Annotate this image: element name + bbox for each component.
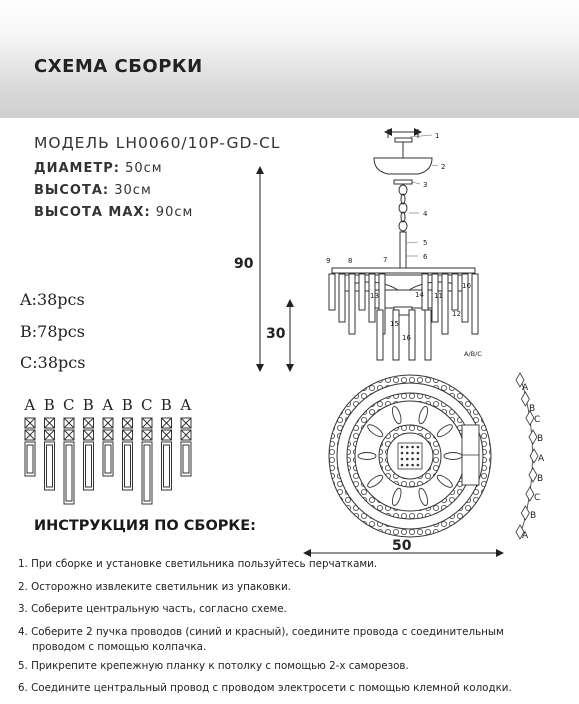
drop-label: A — [522, 383, 529, 393]
step-text: Соберите 2 пучка проводов (синий и красный), соедините провода с соединительным — [31, 625, 504, 638]
height-total-label: 90 — [234, 256, 254, 272]
center-dot — [406, 446, 409, 449]
part-label: 16 — [402, 334, 411, 342]
part-label: 13 — [370, 292, 379, 300]
arc-drop — [529, 468, 537, 482]
crystal-count-a: A:38pcs — [20, 290, 85, 309]
instructions-heading: ИНСТРУКЦИЯ ПО СБОРКЕ: — [34, 518, 256, 534]
step-text: При сборке и установке светильника пользуйтесь перчатками. — [31, 558, 378, 570]
arc-drop — [526, 487, 534, 501]
part-label: 3 — [423, 181, 428, 189]
crystal-count-b: B:78pcs — [20, 322, 85, 341]
side-drop — [472, 274, 478, 334]
part-label: 1 — [435, 132, 440, 140]
side-drop — [329, 274, 335, 310]
sequence-label: B — [82, 396, 94, 414]
side-drop — [339, 274, 345, 322]
part-label: 12 — [452, 310, 461, 318]
abc-note: A/B/C — [464, 350, 482, 358]
side-drop — [349, 274, 355, 334]
sequence-label: C — [63, 396, 75, 414]
spec-height-label: ВЫСОТА: — [34, 183, 110, 198]
spec-height-max-value: 90см — [155, 205, 194, 220]
model-name: МОДЕЛЬ LH0060/10P-GD-CL — [34, 134, 281, 152]
center-dot — [411, 452, 414, 455]
part-label: 15 — [390, 320, 399, 328]
step-text: Прикрепите крепежную планку к потолку с помощью 2-х саморезов. — [31, 659, 409, 672]
center-dot — [401, 458, 404, 461]
center-dot — [406, 452, 409, 455]
side-drop — [442, 274, 448, 334]
center-dot — [417, 446, 420, 449]
part-label: 8 — [348, 257, 353, 265]
sequence-label: C — [141, 396, 153, 414]
spec-height-value: 30см — [114, 183, 152, 198]
drop-label: B — [537, 474, 544, 484]
step-text-continued: проводом с помощью колпачка. — [32, 641, 207, 653]
center-dot — [411, 458, 414, 461]
part-label: 10 — [462, 282, 471, 290]
crystal-drops-illustration — [25, 418, 191, 504]
page-title: СХЕМА СБОРКИ — [34, 56, 203, 77]
part-label: 5 — [423, 239, 428, 247]
sequence-label: A — [24, 396, 36, 414]
petal — [358, 453, 376, 460]
side-view — [329, 129, 478, 360]
drop-label: B — [529, 404, 536, 414]
side-drop — [393, 310, 399, 360]
spec-diameter-label: ДИАМЕТР: — [34, 161, 120, 176]
center-dot — [401, 464, 404, 467]
crystal-count-c: C:38pcs — [20, 353, 86, 372]
part-label: 7 — [383, 256, 388, 264]
center-dot — [406, 464, 409, 467]
step-text: Соедините центральный провод с проводом электросети с помощью клемной колодки. — [31, 682, 512, 694]
sequence-label: B — [121, 396, 133, 414]
step-number: 3. — [18, 603, 28, 615]
side-drop — [425, 310, 431, 360]
part-label: 6 — [423, 253, 428, 261]
sequence-label: B — [43, 396, 55, 414]
step-text: Соберите центральную часть, согласно схеме. — [31, 603, 287, 615]
instruction-step — [18, 681, 576, 697]
center-dot — [401, 452, 404, 455]
step-text: Осторожно извлеките светильник из упаковки. — [31, 580, 291, 593]
drop-label: C — [534, 415, 541, 425]
step-number: 5. — [18, 659, 28, 672]
instruction-step — [18, 625, 576, 656]
instruction-step — [18, 602, 576, 618]
part-label: 14 — [415, 291, 424, 299]
instruction-step — [18, 580, 576, 596]
sequence-label: A — [180, 396, 192, 414]
center-dot — [411, 464, 414, 467]
arc-drop — [521, 506, 529, 520]
drop-label: A — [538, 454, 545, 464]
drop-label: B — [537, 434, 544, 444]
part-label: 9 — [326, 257, 331, 265]
step-number: 4. — [18, 625, 28, 638]
side-drop — [377, 310, 383, 360]
part-label: 2 — [441, 163, 446, 171]
part-label: 11 — [434, 292, 443, 300]
step-number: 2. — [18, 580, 28, 593]
arc-drop — [529, 430, 537, 444]
height-body-label: 30 — [266, 326, 286, 342]
center-dot — [411, 446, 414, 449]
part-label: 4 — [423, 210, 428, 218]
center-dot — [417, 452, 420, 455]
instruction-step — [18, 659, 576, 675]
step-number: 1. — [18, 558, 28, 570]
center-dot — [417, 464, 420, 467]
drop-label: B — [530, 511, 537, 521]
diameter-label: 50 — [392, 538, 412, 554]
instruction-step — [18, 557, 576, 573]
sequence-label: B — [160, 396, 172, 414]
drop-label: C — [534, 493, 541, 503]
top-view — [329, 375, 491, 537]
instructions-list — [18, 557, 576, 704]
step-number: 6. — [18, 682, 28, 694]
center-dot — [401, 446, 404, 449]
side-drop — [359, 274, 365, 310]
sequence-label: A — [102, 396, 114, 414]
center-dot — [406, 458, 409, 461]
arc-drop — [530, 449, 538, 463]
center-dot — [417, 458, 420, 461]
side-drop — [452, 274, 458, 310]
spec-height-max-label: ВЫСОТА MAX: — [34, 205, 151, 220]
drop-label: A — [522, 531, 529, 541]
spec-diameter-value: 50см — [125, 161, 163, 176]
petal — [444, 453, 462, 460]
